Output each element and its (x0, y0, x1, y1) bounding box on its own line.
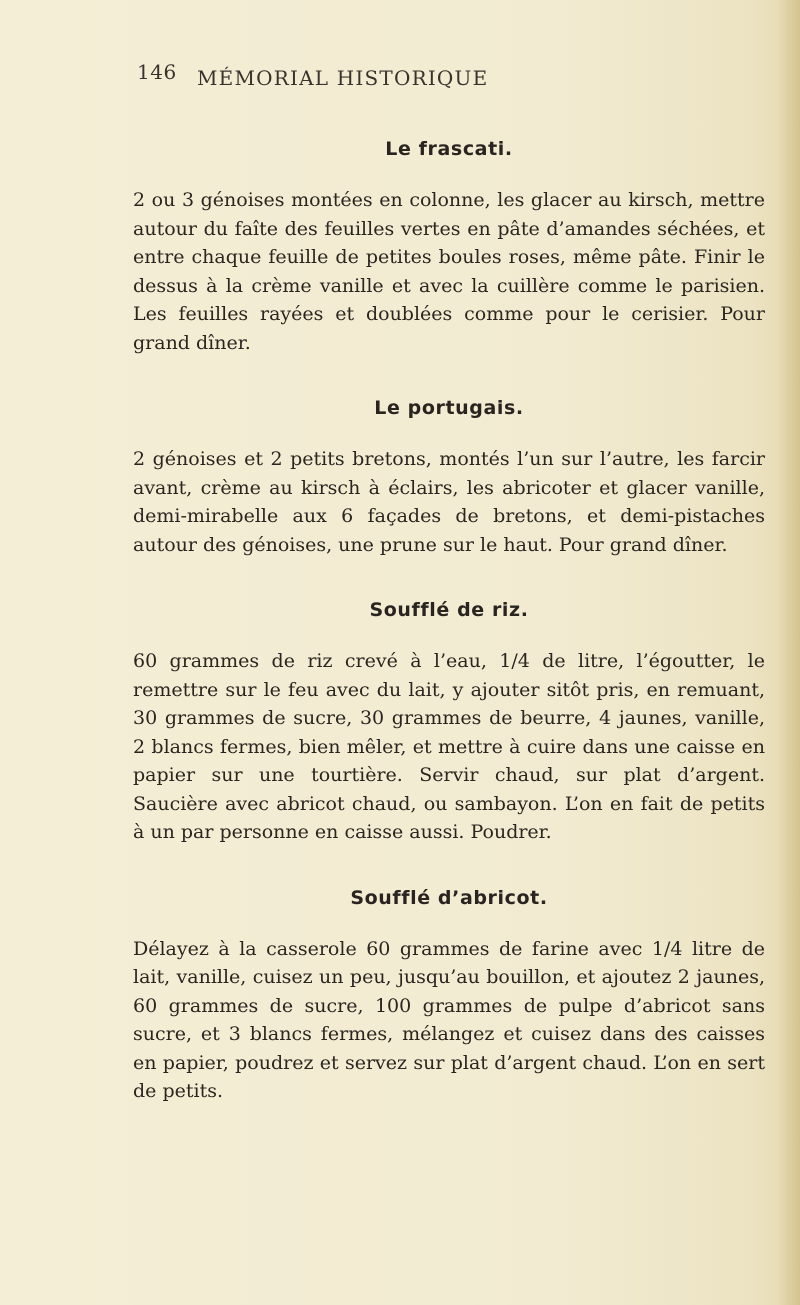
recipe-title: Soufflé de riz. (369, 599, 529, 621)
page-number: 146 (137, 60, 177, 84)
recipe-portugais (133, 397, 765, 559)
recipe-title: Le portugais. (374, 397, 524, 419)
recipe-title: Le frascati. (385, 138, 513, 160)
recipe-souffle-riz (133, 599, 765, 847)
recipe-text: Délayez à la casserole 60 grammes de farine avec 1/4 litre de lait, vanille, cuisez un peu, jusqu’au bouillon, et ajoutez 2 jaunes, 60 grammes de sucre, 100 grammes de pulpe d’abricot sans sucre, et 3 blancs fermes, mélangez et cuisez dans des caisses en papier, poudrez et servez sur plat d’argent chaud. L’on en sert de petits. (133, 937, 765, 1102)
recipe-title: Soufflé d’abricot. (350, 886, 548, 909)
recipe-frascati (133, 138, 765, 357)
recipe-text: 2 génoises et 2 petits bretons, montés l’un sur l’autre, les farcir avant, crème au kirsch à éclairs, les abricoter et glacer vanille, demi-mirabelle aux 6 façades de bretons, et demi-pistaches autour des génoises, une prune sur le haut. Pour grand dîner. (133, 448, 765, 556)
running-title: MÉMORIAL HISTORIQUE (197, 66, 489, 90)
page-edge-shadow (778, 0, 800, 1305)
recipe-souffle-abricot (133, 887, 765, 1106)
recipe-text: 60 grammes de riz crevé à l’eau, 1/4 de litre, l’égoutter, le remettre sur le feu avec du lait, y ajouter sitôt pris, en remuant, 30 grammes de sucre, 30 grammes de beurre, 4 jaunes, vanille, 2 blancs fermes, bien mêler, et mettre à cuire dans une caisse en papier sur une tourtière. Servir chaud, sur plat d’argent. Saucière avec abricot chaud, ou sambayon. L’on en fait de petits à un par personne en caisse aussi. Poudrer. (133, 650, 765, 843)
recipe-text: 2 ou 3 génoises montées en colonne, les glacer au kirsch, mettre autour du faîte des feuilles vertes en pâte d’amandes séchées, et entre chaque feuille de petites boules roses, même pâte. Finir le dessus à la crème vanille et avec la cuillère comme le parisien. Les feuilles rayées et doublées comme pour le cerisier. Pour grand dîner. (133, 189, 765, 354)
page-content (133, 138, 765, 1146)
